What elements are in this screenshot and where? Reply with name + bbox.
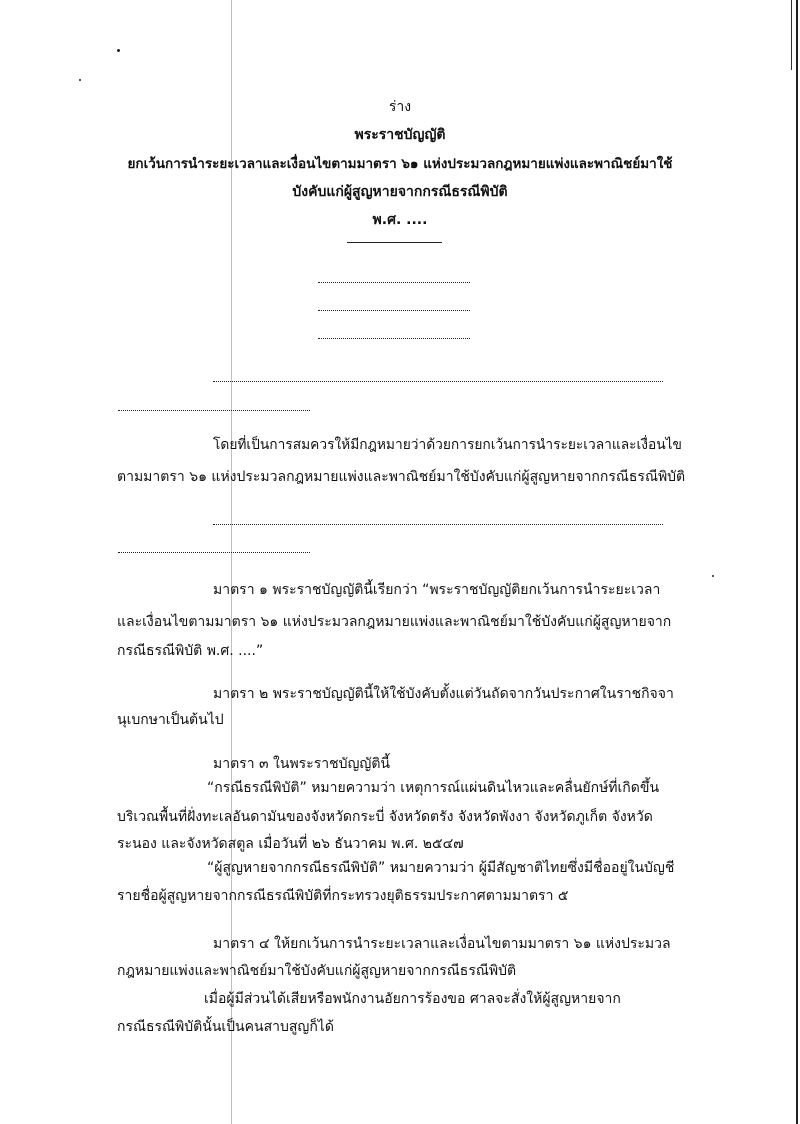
section-1-line: กรณีธรณีพิบัติ พ.ศ. ....” xyxy=(117,643,264,659)
section-4-line: กฎหมายแพ่งและพาณิชย์มาใช้บังคับแก่ผู้สูญหายจากกรณีธรณีพิบัติ xyxy=(117,963,517,979)
section-3-line: บริเวณพื้นที่ฝั่งทะเลอันดามันของจังหวัดกระบี่ จังหวัดตรัง จังหวัดพังงา จังหวัดภูเก็ต จังหวัด xyxy=(117,809,653,825)
preamble-line: ตามมาตรา ๖๑ แห่งประมวลกฎหมายแพ่งและพาณิชย์มาใช้บังคับแก่ผู้สูญหายจากกรณีธรณีพิบัติ xyxy=(117,469,686,485)
section-3-line: ระนอง และจังหวัดสตูล เมื่อวันที่ ๒๖ ธันวาคม พ.ศ. ๒๕๔๗ xyxy=(117,836,464,852)
act-title: พระราชบัญญัติ xyxy=(354,127,446,143)
section-4-line: กรณีธรณีพิบัตินั้นเป็นคนสาบสูญก็ได้ xyxy=(117,1019,334,1035)
section-1-line: และเงื่อนไขตามมาตรา ๖๑ แห่งประมวลกฎหมายแพ่งและพาณิชย์มาใช้บังคับแก่ผู้สูญหายจาก xyxy=(117,614,672,630)
title-divider xyxy=(347,242,442,243)
placeholder-dots xyxy=(318,282,470,283)
placeholder-dots xyxy=(213,381,663,382)
placeholder-dots xyxy=(213,524,663,525)
scan-speck xyxy=(712,575,714,577)
placeholder-dots xyxy=(118,552,310,553)
section-3-line: รายชื่อผู้สูญหายจากกรณีธรณีพิบัติที่กระทรวงยุติธรรมประกาศตามมาตรา ๕ xyxy=(117,888,569,904)
placeholder-dots xyxy=(318,310,470,311)
act-subtitle-line2: บังคับแก่ผู้สูญหายจากกรณีธรณีพิบัติ xyxy=(292,184,508,200)
scan-speck xyxy=(79,79,81,81)
act-subtitle-line1: ยกเว้นการนำระยะเวลาและเงื่อนไขตามมาตรา ๖๑ แห่งประมวลกฎหมายแพ่งและพาณิชย์มาใช้ xyxy=(127,156,673,172)
scan-speck xyxy=(117,49,120,52)
section-4-line: มาตรา ๔ ให้ยกเว้นการนำระยะเวลาและเงื่อนไขตามมาตรา ๖๑ แห่งประมวล xyxy=(213,936,671,952)
section-4-line: เมื่อผู้มีส่วนได้เสียหรือพนักงานอัยการร้องขอ ศาลจะสั่งให้ผู้สูญหายจาก xyxy=(204,991,621,1007)
scan-edge-mark xyxy=(791,0,792,70)
section-1-line: มาตรา ๑ พระราชบัญญัตินี้เรียกว่า “พระราชบัญญัติยกเว้นการนำระยะเวลา xyxy=(213,582,661,598)
placeholder-dots xyxy=(318,338,470,339)
placeholder-dots xyxy=(118,410,310,411)
section-2-line: นุเบกษาเป็นต้นไป xyxy=(117,712,224,728)
preamble-line: โดยที่เป็นการสมควรให้มีกฎหมายว่าด้วยการยกเว้นการนำระยะเวลาและเงื่อนไข xyxy=(213,437,682,453)
draft-label: ร่าง xyxy=(388,99,412,115)
section-3-line: “กรณีธรณีพิบัติ” หมายความว่า เหตุการณ์แผ่นดินไหวและคลื่นยักษ์ที่เกิดขึ้น xyxy=(207,780,660,796)
section-2-line: มาตรา ๒ พระราชบัญญัตินี้ให้ใช้บังคับตั้งแต่วันถัดจากวันประกาศในราชกิจจา xyxy=(213,686,674,702)
section-3-line: มาตรา ๓ ในพระราชบัญญัตินี้ xyxy=(213,756,390,772)
section-3-line: “ผู้สูญหายจากกรณีธรณีพิบัติ” หมายความว่า ผู้มีสัญชาติไทยซึ่งมีชื่ออยู่ในบัญชี xyxy=(207,860,675,876)
act-year: พ.ศ. .... xyxy=(372,212,428,228)
